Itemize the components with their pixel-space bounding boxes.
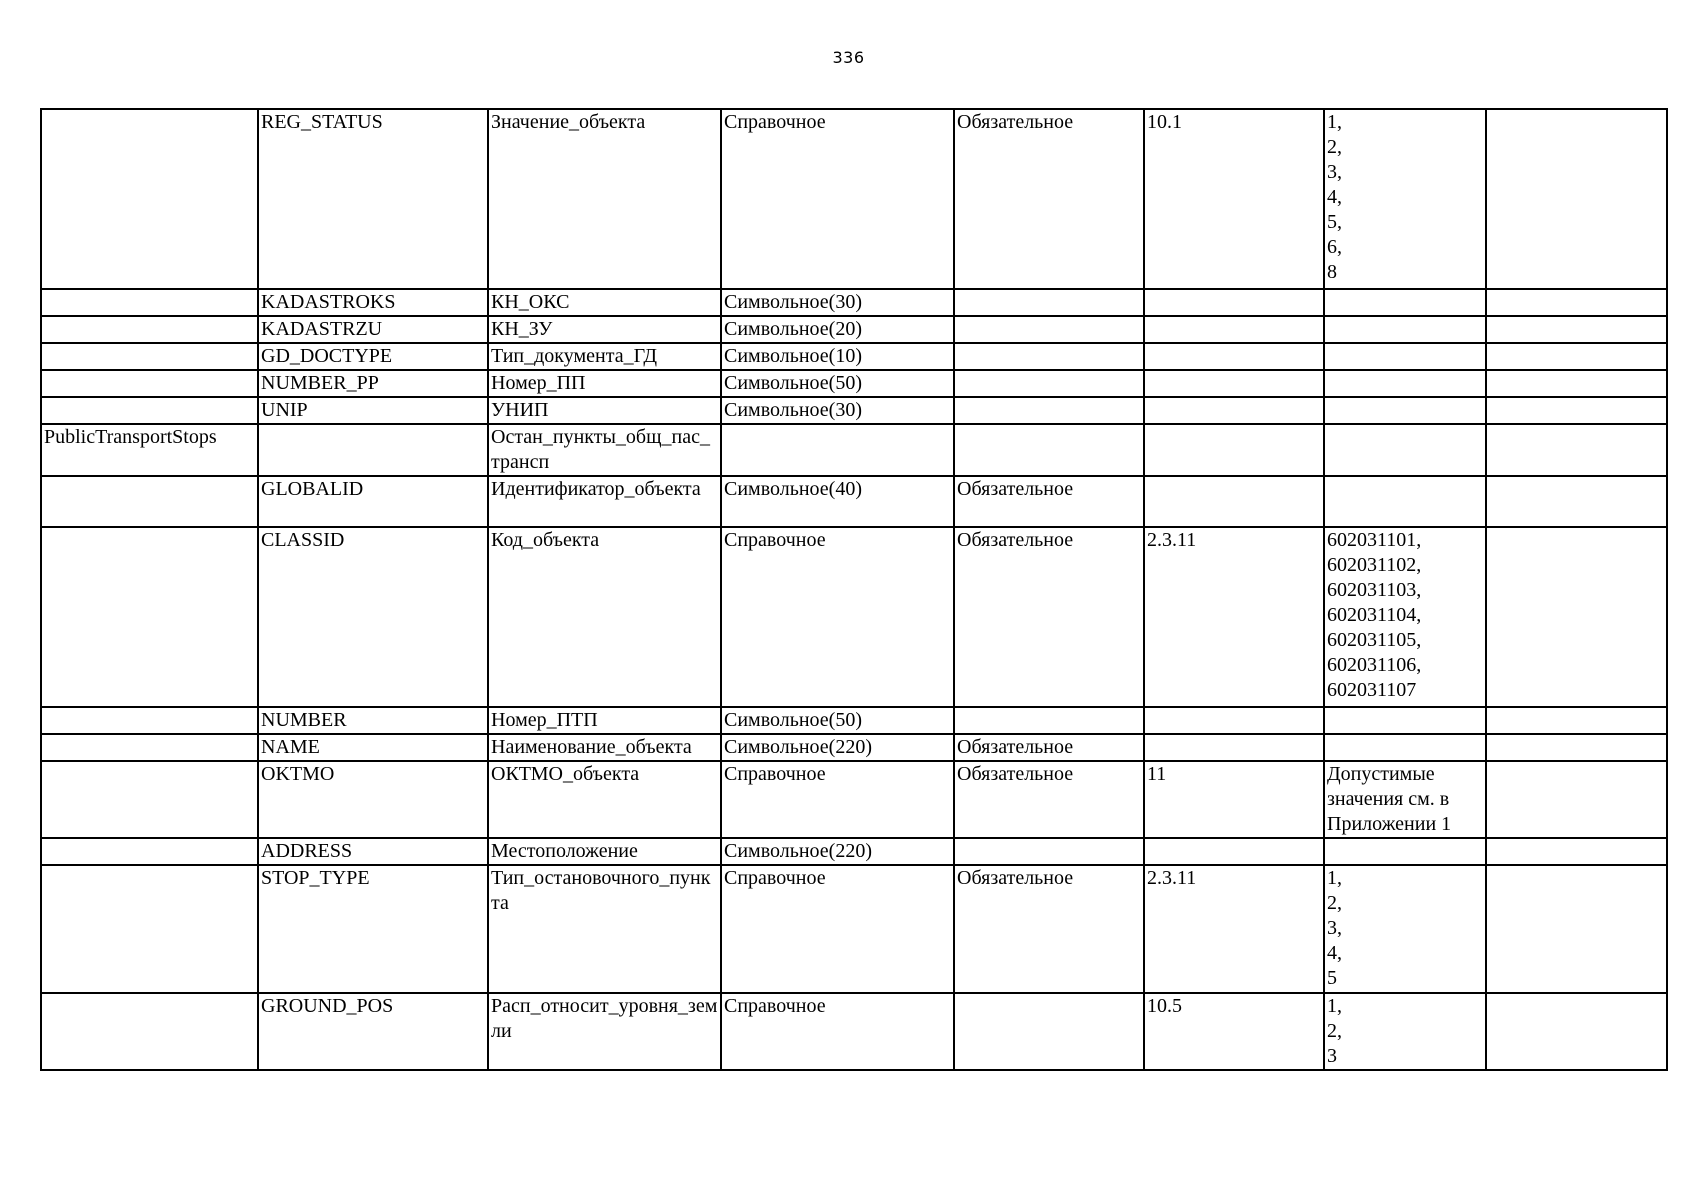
reference-cell: 2.3.11 [1144, 865, 1324, 993]
field-alias-cell: Код_объекта [488, 527, 721, 707]
allowed-value: 602031103, [1327, 579, 1422, 601]
layer-name-cell: PublicTransportStops [41, 424, 258, 476]
required-cell [954, 838, 1144, 865]
field-name-cell: CLASSID [258, 527, 488, 707]
allowed-values-cell [1324, 993, 1486, 1070]
table-row [41, 993, 1667, 1070]
table-row [41, 476, 1667, 527]
allowed-value: 2, [1327, 136, 1342, 158]
table-row [41, 370, 1667, 397]
allowed-values-cell [1324, 370, 1486, 397]
allowed-values-cell [1324, 865, 1486, 993]
table-row [41, 343, 1667, 370]
allowed-value: 5, [1327, 211, 1342, 233]
required-cell [954, 397, 1144, 424]
allowed-value: 8 [1327, 261, 1337, 283]
allowed-values-cell [1324, 343, 1486, 370]
field-name-cell: ADDRESS [258, 838, 488, 865]
reference-cell [1144, 734, 1324, 761]
field-type-cell: Справочное [721, 993, 954, 1070]
allowed-value: 2, [1327, 1020, 1342, 1042]
reference-cell: 2.3.11 [1144, 527, 1324, 707]
required-cell [954, 316, 1144, 343]
allowed-value: Допустимые [1327, 763, 1435, 785]
table-row [41, 424, 1667, 476]
reference-cell: 10.5 [1144, 993, 1324, 1070]
field-name-cell: GLOBALID [258, 476, 488, 527]
field-name-cell: NUMBER [258, 707, 488, 734]
layer-name-cell [41, 838, 258, 865]
layer-name-cell [41, 343, 258, 370]
note-cell [1486, 476, 1667, 527]
note-cell [1486, 370, 1667, 397]
required-cell [954, 707, 1144, 734]
field-name-cell: OKTMO [258, 761, 488, 838]
field-type-cell: Справочное [721, 527, 954, 707]
table-row [41, 527, 1667, 707]
table-row [41, 865, 1667, 993]
field-alias-cell: Номер_ПТП [488, 707, 721, 734]
field-name-cell: NAME [258, 734, 488, 761]
layer-name-cell [41, 397, 258, 424]
required-cell: Обязательное [954, 865, 1144, 993]
required-cell: Обязательное [954, 761, 1144, 838]
allowed-value: 6, [1327, 236, 1342, 258]
field-alias-cell: Идентификатор_объекта [488, 476, 721, 527]
required-cell: Обязательное [954, 476, 1144, 527]
allowed-value: 4, [1327, 942, 1342, 964]
field-type-cell: Символьное(220) [721, 838, 954, 865]
attribute-table [40, 108, 1668, 1071]
allowed-value: значения см. в [1327, 788, 1450, 810]
allowed-value: 602031106, [1327, 654, 1422, 676]
required-cell: Обязательное [954, 109, 1144, 289]
field-alias-cell: Местоположение [488, 838, 721, 865]
layer-name-cell [41, 707, 258, 734]
note-cell [1486, 316, 1667, 343]
allowed-value: 3, [1327, 917, 1342, 939]
field-type-cell: Символьное(10) [721, 343, 954, 370]
layer-name-cell [41, 109, 258, 289]
field-type-cell: Символьное(30) [721, 289, 954, 316]
allowed-value: 1, [1327, 995, 1342, 1017]
field-type-cell: Символьное(220) [721, 734, 954, 761]
allowed-value: Приложении 1 [1327, 813, 1452, 835]
allowed-values-cell [1324, 527, 1486, 707]
reference-cell [1144, 316, 1324, 343]
note-cell [1486, 838, 1667, 865]
note-cell [1486, 993, 1667, 1070]
note-cell [1486, 343, 1667, 370]
note-cell [1486, 707, 1667, 734]
reference-cell [1144, 289, 1324, 316]
table-row [41, 734, 1667, 761]
field-alias-cell: КН_ОКС [488, 289, 721, 316]
field-alias-cell: КН_ЗУ [488, 316, 721, 343]
field-alias-cell: Расп_относит_уровня_земли [488, 993, 721, 1070]
required-cell [954, 343, 1144, 370]
layer-name-cell [41, 761, 258, 838]
field-type-cell: Символьное(40) [721, 476, 954, 527]
allowed-values-cell [1324, 424, 1486, 476]
layer-name-cell [41, 476, 258, 527]
allowed-values-cell [1324, 289, 1486, 316]
allowed-value: 602031107 [1327, 679, 1417, 701]
field-type-cell: Справочное [721, 761, 954, 838]
reference-cell [1144, 397, 1324, 424]
required-cell [954, 993, 1144, 1070]
allowed-values-cell [1324, 761, 1486, 838]
field-alias-cell: ОКТМО_объекта [488, 761, 721, 838]
field-name-cell: NUMBER_PP [258, 370, 488, 397]
reference-cell: 11 [1144, 761, 1324, 838]
field-name-cell: GD_DOCTYPE [258, 343, 488, 370]
allowed-value: 602031105, [1327, 629, 1422, 651]
required-cell [954, 424, 1144, 476]
note-cell [1486, 734, 1667, 761]
allowed-values-cell [1324, 707, 1486, 734]
allowed-value: 4, [1327, 186, 1342, 208]
field-alias-cell: Номер_ПП [488, 370, 721, 397]
allowed-values-cell [1324, 838, 1486, 865]
field-name-cell: UNIP [258, 397, 488, 424]
required-cell [954, 370, 1144, 397]
page-number: 336 [832, 48, 865, 67]
table-row [41, 316, 1667, 343]
note-cell [1486, 527, 1667, 707]
note-cell [1486, 761, 1667, 838]
allowed-value: 1, [1327, 867, 1342, 889]
required-cell: Обязательное [954, 527, 1144, 707]
note-cell [1486, 109, 1667, 289]
field-alias-cell: Тип_остановочного_пункта [488, 865, 721, 993]
allowed-value: 2, [1327, 892, 1342, 914]
reference-cell [1144, 707, 1324, 734]
note-cell [1486, 865, 1667, 993]
field-name-cell: REG_STATUS [258, 109, 488, 289]
field-type-cell: Символьное(50) [721, 707, 954, 734]
reference-cell [1144, 343, 1324, 370]
allowed-value: 1, [1327, 111, 1342, 133]
field-alias-cell: Остан_пункты_общ_пас_трансп [488, 424, 721, 476]
layer-name-cell [41, 289, 258, 316]
field-name-cell: KADASTROKS [258, 289, 488, 316]
allowed-value: 602031102, [1327, 554, 1422, 576]
note-cell [1486, 397, 1667, 424]
allowed-values-cell [1324, 316, 1486, 343]
table-row [41, 397, 1667, 424]
table-row [41, 289, 1667, 316]
reference-cell [1144, 370, 1324, 397]
field-type-cell [721, 424, 954, 476]
allowed-values-cell [1324, 109, 1486, 289]
allowed-values-cell [1324, 397, 1486, 424]
allowed-value: 3, [1327, 161, 1342, 183]
note-cell [1486, 289, 1667, 316]
field-alias-cell: Значение_объекта [488, 109, 721, 289]
reference-cell [1144, 476, 1324, 527]
field-type-cell: Справочное [721, 865, 954, 993]
layer-name-cell [41, 865, 258, 993]
note-cell [1486, 424, 1667, 476]
required-cell: Обязательное [954, 734, 1144, 761]
allowed-values-cell [1324, 476, 1486, 527]
table-row [41, 109, 1667, 289]
field-alias-cell: Наименование_объекта [488, 734, 721, 761]
layer-name-cell [41, 734, 258, 761]
layer-name-cell [41, 527, 258, 707]
field-type-cell: Символьное(20) [721, 316, 954, 343]
field-type-cell: Символьное(30) [721, 397, 954, 424]
allowed-value: 602031104, [1327, 604, 1422, 626]
allowed-value: 602031101, [1327, 529, 1422, 551]
table-row [41, 761, 1667, 838]
field-alias-cell: Тип_документа_ГД [488, 343, 721, 370]
allowed-value: 5 [1327, 967, 1337, 989]
field-alias-cell: УНИП [488, 397, 721, 424]
allowed-values-cell [1324, 734, 1486, 761]
field-name-cell [258, 424, 488, 476]
layer-name-cell [41, 993, 258, 1070]
layer-name-cell [41, 370, 258, 397]
reference-cell [1144, 424, 1324, 476]
field-type-cell: Символьное(50) [721, 370, 954, 397]
required-cell [954, 289, 1144, 316]
table-row [41, 838, 1667, 865]
reference-cell: 10.1 [1144, 109, 1324, 289]
allowed-value: 3 [1327, 1045, 1337, 1067]
field-name-cell: STOP_TYPE [258, 865, 488, 993]
layer-name-cell [41, 316, 258, 343]
field-name-cell: KADASTRZU [258, 316, 488, 343]
table-row [41, 707, 1667, 734]
reference-cell [1144, 838, 1324, 865]
field-name-cell: GROUND_POS [258, 993, 488, 1070]
field-type-cell: Справочное [721, 109, 954, 289]
